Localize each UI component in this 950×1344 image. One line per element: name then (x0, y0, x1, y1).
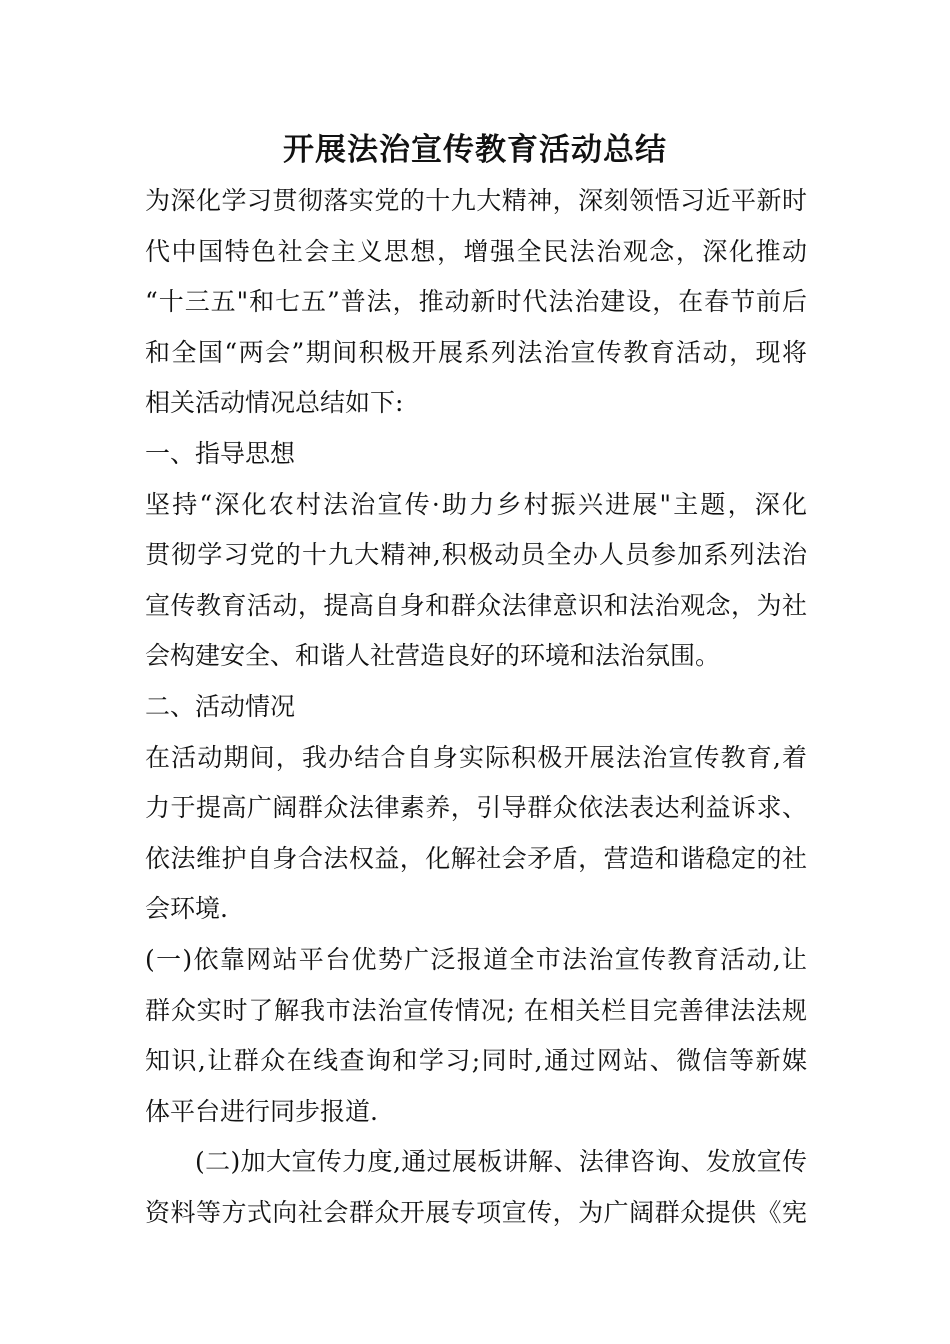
body-line: 会构建安全、和谐人社营造良好的环境和法治氛围。 (145, 641, 721, 671)
body-line: 会环境. (145, 894, 228, 924)
body-line: 代中国特色社会主义思想，增强全民法治观念，深化推动 (145, 236, 807, 266)
body-line: (一)依靠网站平台优势广泛报道全市法治宣传教育活动,让 (145, 944, 807, 974)
body-line: 宣传教育活动，提高自身和群众法律意识和法治观念，为社 (145, 590, 807, 620)
body-line: 在活动期间，我办结合自身实际积极开展法治宣传教育,着 (145, 742, 807, 772)
body-line: 贯彻学习党的十九大精神,积极动员全办人员参加系列法治 (145, 540, 807, 570)
body-line: 坚持“深化农村法治宣传·助力乡村振兴进展"主题，深化 (145, 489, 807, 519)
body-line: 群众实时了解我市法治宣传情况; 在相关栏目完善律法法规 (145, 995, 807, 1025)
document-title: 开展法治宣传教育活动总结 (283, 132, 667, 168)
body-line: 资料等方式向社会群众开展专项宣传，为广阔群众提供《宪 (145, 1197, 807, 1227)
body-line: 相关活动情况总结如下: (145, 388, 404, 418)
body-line: 力于提高广阔群众法律素养，引导群众依法表达利益诉求、 (145, 793, 807, 823)
body-line: 为深化学习贯彻落实党的十九大精神，深刻领悟习近平新时 (145, 186, 807, 215)
body-line: 一、指导思想 (145, 438, 296, 468)
body-line: 二、活动情况 (145, 691, 296, 721)
body-line: 体平台进行同步报道. (145, 1096, 378, 1126)
body-line: (二)加大宣传力度,通过展板讲解、法律咨询、发放宣传 (195, 1147, 807, 1177)
document-body (145, 176, 807, 1238)
body-line: “十三五"和七五”普法，推动新时代法治建设，在春节前后 (145, 287, 807, 317)
body-line: 和全国“两会”期间积极开展系列法治宣传教育活动，现将 (145, 337, 807, 367)
body-line: 依法维护自身合法权益，化解社会矛盾，营造和谐稳定的社 (145, 843, 807, 873)
body-line: 知识,让群众在线查询和学习;同时,通过网站、微信等新媒 (145, 1046, 807, 1076)
